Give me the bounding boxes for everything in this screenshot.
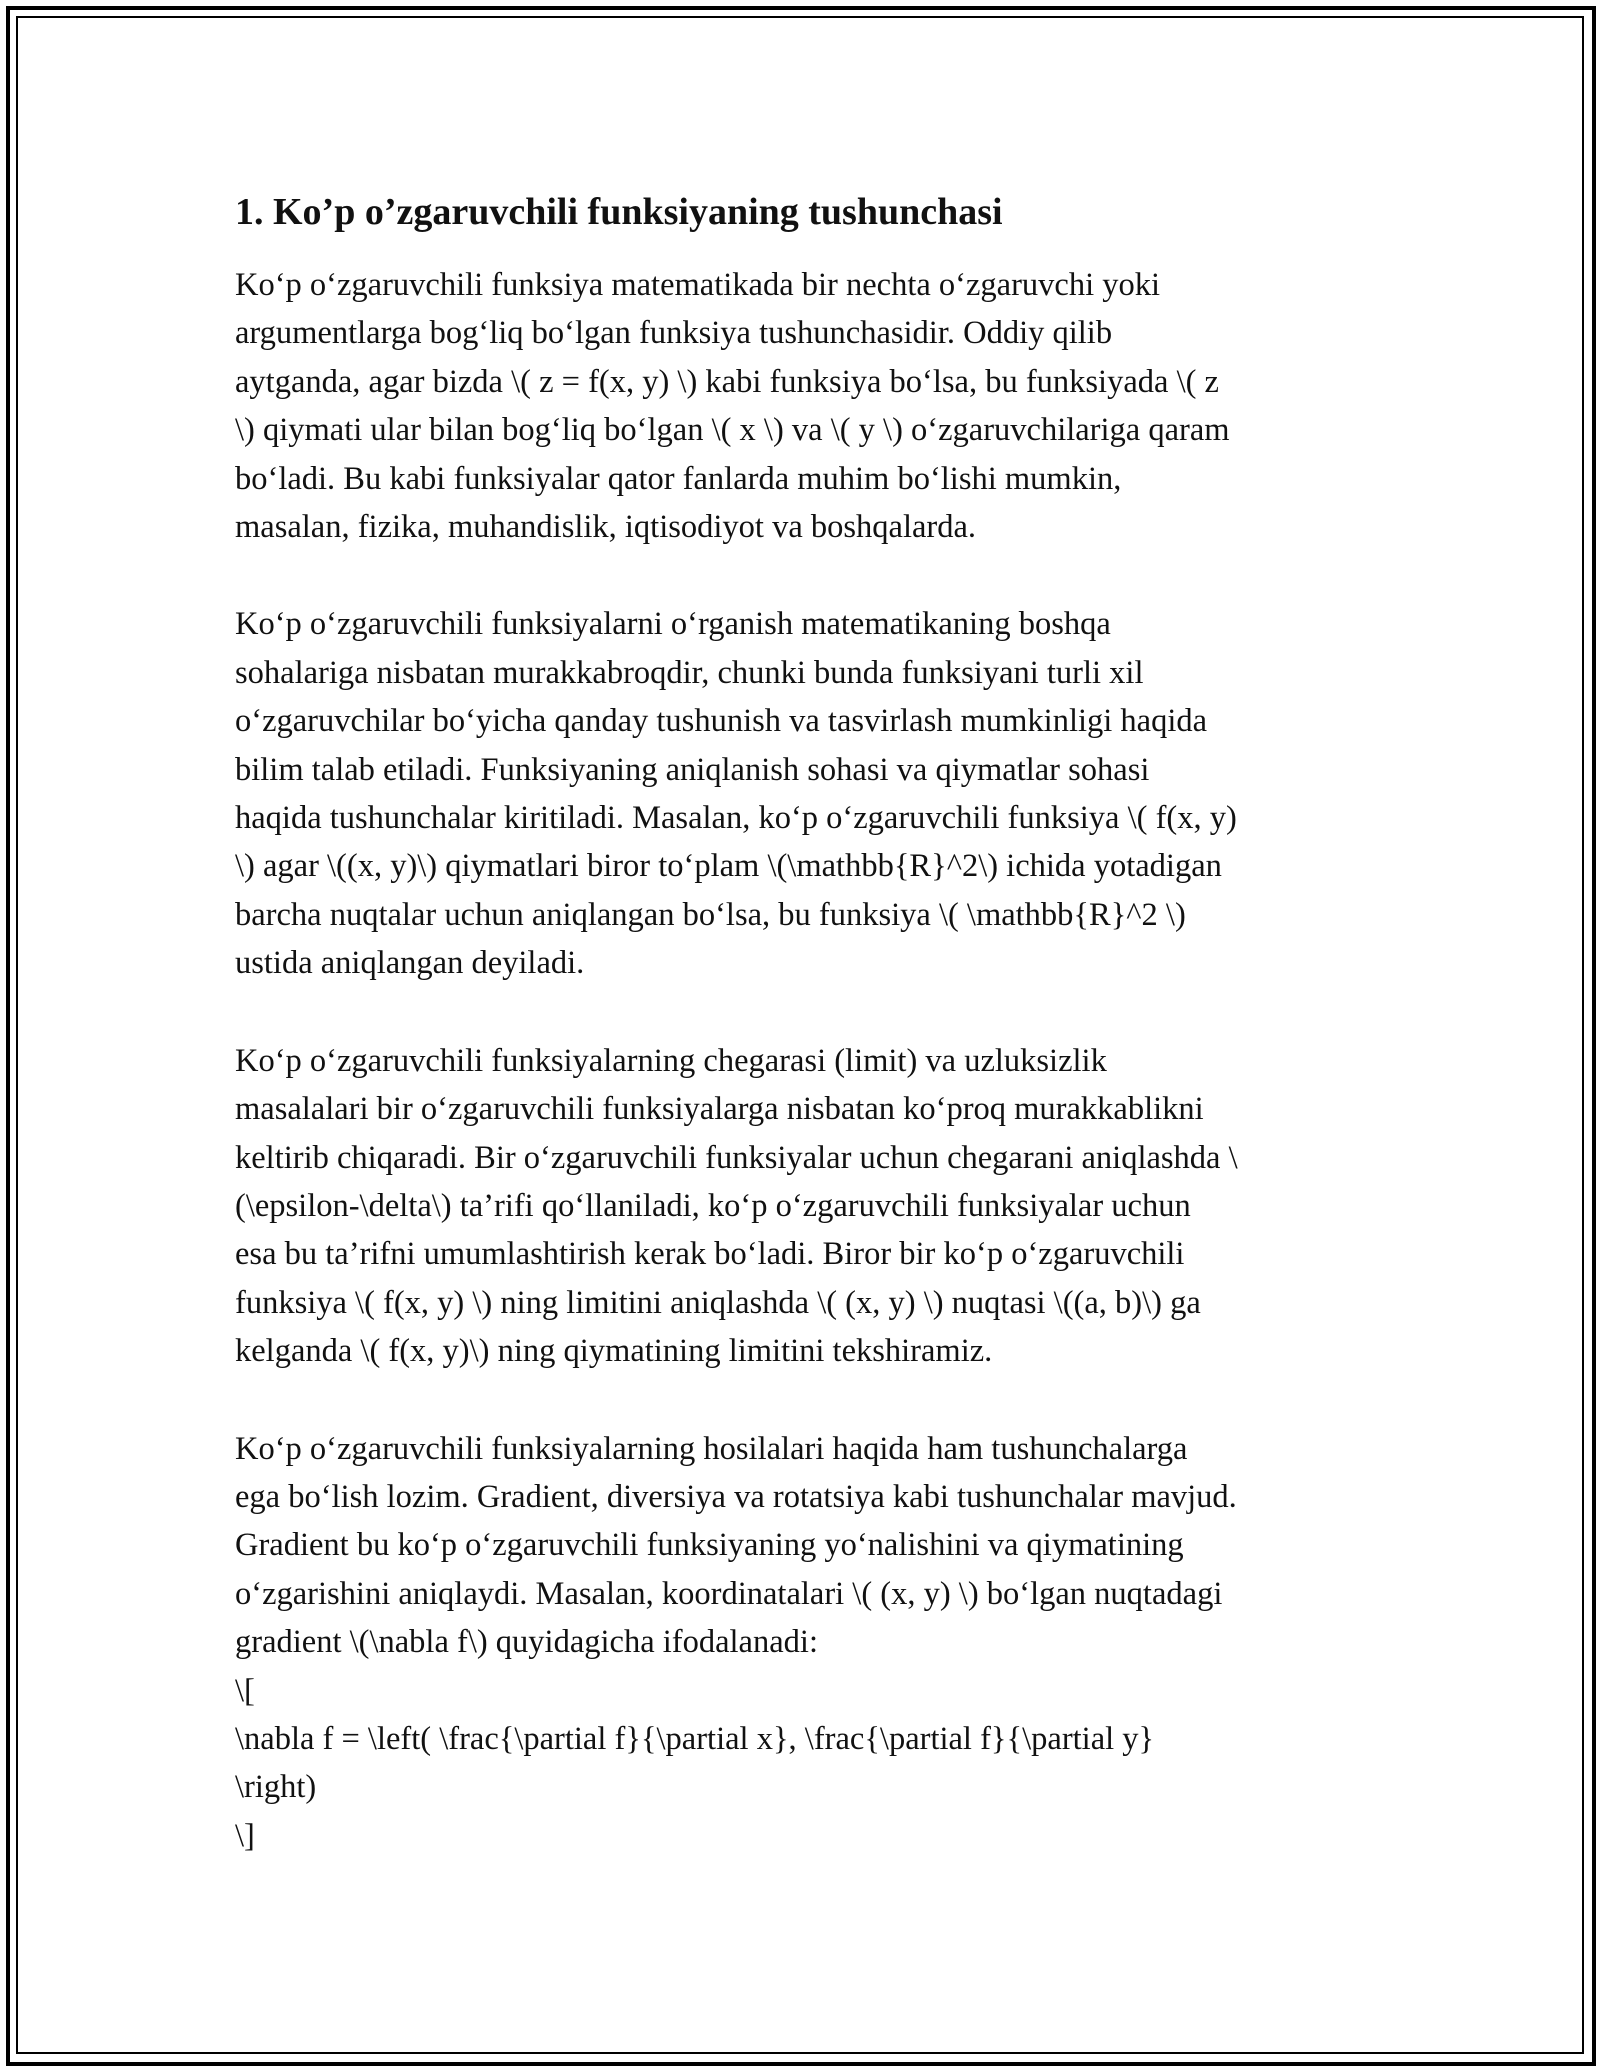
paragraph-domain: Ko‘p o‘zgaruvchili funksiyalarni o‘rganish matematikaning boshqa sohalariga nisbatan murakkabroqdir, chunki bunda funksiyani turli xil o‘zgaruvchilar bo‘yicha qanday tushunish va tasvirlash mumkinligi haqida bilim talab etiladi. Funksiyaning aniqlanish sohasi va qiymatlar sohasi haqida tushunchalar kiritiladi. Masalan, ko‘p o‘zgaruvchili funksiya \( f(x, y) \) agar \((x, y)\) qiymatlari biror to‘plam \(\mathbb{R}^2\) ichida yotadigan barcha nuqtalar uchun aniqlangan bo‘lsa, bu funksiya \( \mathbb{R}^2 \) ustida aniqlangan deyiladi. — [235, 606, 1237, 982]
paragraph-intro: Ko‘p o‘zgaruvchili funksiya matematikada bir nechta o‘zgaruvchi yoki argumentlarga bog‘liq bo‘lgan funksiya tushunchasidir. Oddiy qilib aytganda, agar bizda \( z = f(x, y) \) kabi funksiya bo‘lsa, bu funksiyada \( z \) qiymati ular bilan bog‘liq bo‘lgan \( x \) va \( y \) o‘zgaruvchilariga qaram bo‘ladi. Bu kabi funksiyalar qator fanlarda muhim bo‘lishi mumkin, masalan, fizika, muhandislik, iqtisodiyot va boshqalarda. — [235, 267, 1230, 546]
paragraph-gradient: Ko‘p o‘zgaruvchili funksiyalarning hosilalari haqida ham tushunchalarga ega bo‘lish lozim. Gradient, diversiya va rotatsiya kabi tushunchalar mavjud. Gradient bu ko‘p o‘zgaruvchili funksiyaning yo‘nalishini va qiymatining o‘zgarishini aniqlaydi. Masalan, koordinatalari \( (x, y) \) bo‘lgan nuqtadagi gradient \(\nabla f\) quyidagicha ifodalanadi: \[ \nabla f = \left( \frac{\partial f}{\partial x}, \frac{\partial f}{\partial y} \right) \] — [235, 1430, 1237, 1854]
section-heading: 1. Ko’p o’zgaruvchili funksiyaning tushunchasi — [235, 191, 1003, 233]
document-body — [235, 185, 1375, 1860]
paragraph-limit: Ko‘p o‘zgaruvchili funksiyalarning chegarasi (limit) va uzluksizlik masalalari bir o‘zgaruvchili funksiyalarga nisbatan ko‘proq murakkablikni keltirib chiqaradi. Bir o‘zgaruvchili funksiyalar uchun chegarani aniqlashda \ (\epsilon-\delta\) ta’rifi qo‘llaniladi, ko‘p o‘zgaruvchili funksiyalar uchun esa bu ta’rifni umumlashtirish kerak bo‘ladi. Biror bir ko‘p o‘zgaruvchili funksiya \( f(x, y) \) ning limitini aniqlashda \( (x, y) \) nuqtasi \((a, b)\) ga kelganda \( f(x, y)\) ning qiymatining limitini tekshiramiz. — [235, 1042, 1238, 1370]
